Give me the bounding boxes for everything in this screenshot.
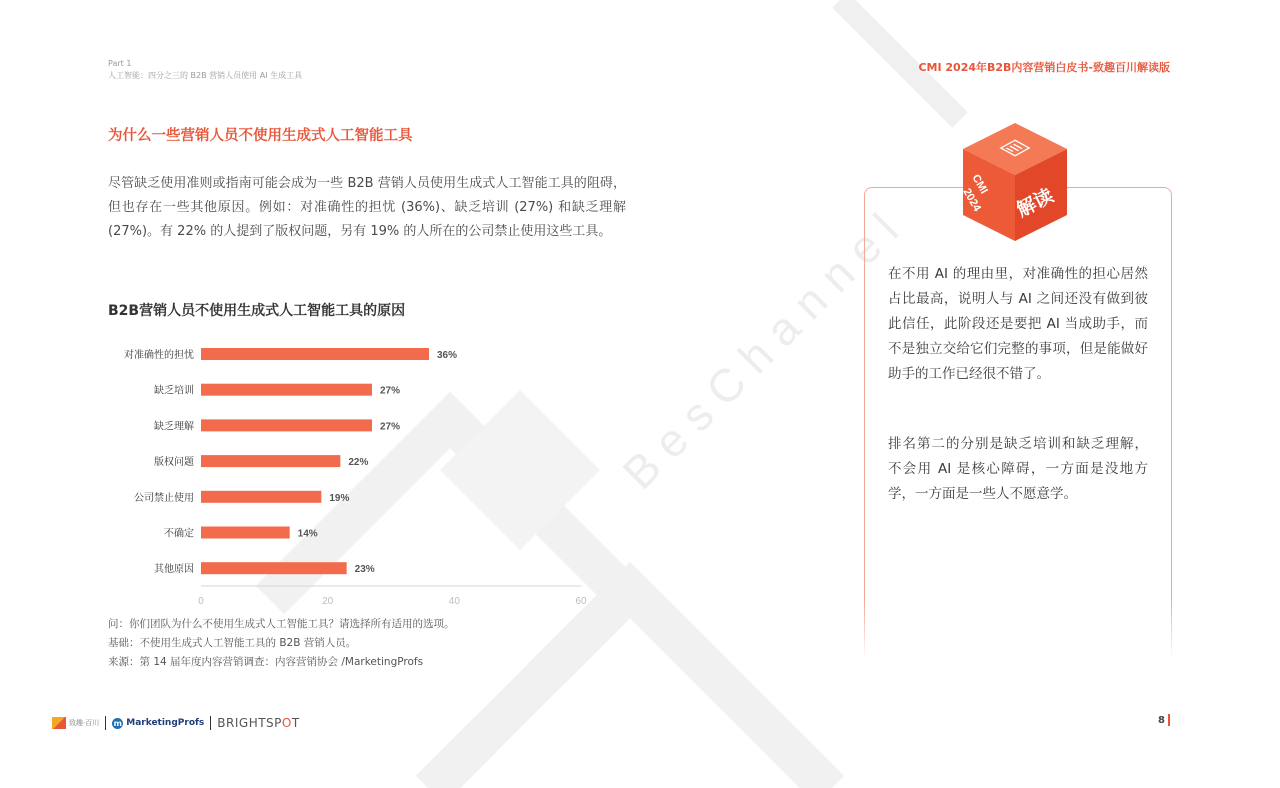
page-number: 8	[1158, 714, 1170, 726]
x-tick-label: 60	[575, 596, 587, 607]
part-subtitle: 人工智能：四分之三的 B2B 营销人员使用 AI 生成工具	[108, 71, 303, 80]
category-label: 缺乏理解	[154, 421, 194, 433]
x-tick-label: 20	[322, 596, 334, 607]
value-label: 23%	[354, 564, 375, 576]
marketingprofs-logo: m MarketingProfs	[113, 718, 205, 728]
badge-text: 解读	[1013, 184, 1058, 222]
chart-title: B2B营销人员不使用生成式人工智能工具的原因	[108, 303, 406, 319]
note-source: 来源：第 14 届年度内容营销调查：内容营销协会 /MarketingProfs	[108, 656, 424, 668]
value-label: 14%	[297, 528, 318, 540]
x-tick-label: 0	[198, 596, 204, 607]
value-label: 19%	[329, 492, 350, 504]
intro-paragraph: 尽管缺乏使用准则或指南可能会成为一些 B2B 营销人员使用生成式人工智能工具的阻碍，但也存在一些其他原因。例如：对准确性的担忧 (36%)、缺乏培训 (27%) 和缺乏理解 (27%)。有 22% 的人提到了版权问题，另有 19% 的人所在的公司禁止使用这些工具。	[108, 176, 626, 239]
section-title: 为什么一些营销人员不使用生成式人工智能工具	[108, 128, 413, 144]
value-label: 22%	[348, 457, 369, 469]
reasons-bar-chart	[100, 336, 600, 608]
badge-cmi: CMI	[969, 172, 990, 196]
value-label: 27%	[380, 385, 401, 397]
insight-panel	[864, 187, 1172, 658]
category-label: 对准确性的担忧	[124, 350, 194, 361]
bar	[201, 562, 347, 574]
category-label: 公司禁止使用	[134, 492, 194, 504]
marketingprofs-mark-icon: m	[113, 718, 122, 728]
category-label: 缺乏培训	[154, 385, 194, 397]
category-label: 版权问题	[154, 457, 194, 469]
bar	[201, 527, 290, 539]
x-tick-label: 40	[448, 596, 460, 607]
insight-paragraph-1: 在不用 AI 的理由里，对准确性的担心居然占比最高，说明人与 AI 之间还没有做到彼此信任，此阶段还是要把 AI 当成助手，而不是独立交给它们完整的事项，但是能做好助手的工作已经很不错了。	[888, 266, 1148, 382]
cmi-2024-badge-cube	[955, 115, 1075, 245]
brightspot-logo: BRIGHTSPOT	[217, 716, 300, 730]
bar	[201, 384, 372, 396]
beschannel-mark-icon	[52, 717, 66, 729]
bar	[201, 419, 372, 431]
beschannel-logo: 致趣·百川	[52, 717, 99, 729]
insight-paragraph-2: 排名第二的分别是缺乏培训和缺乏理解， 不会用 AI 是核心障碍，一方面是没地方学，一方面是一些人不愿意学。	[888, 436, 1148, 502]
value-label: 27%	[380, 421, 401, 433]
bar	[201, 455, 340, 467]
value-label: 36%	[437, 350, 458, 361]
bar	[201, 491, 321, 503]
document-title: CMI 2024年B2B内容营销白皮书-致趣百川解读版	[918, 61, 1170, 74]
svg-text:B e s C h a n n e l: B e s C h a n n e l	[612, 203, 908, 499]
part-label: Part 1	[108, 59, 132, 68]
note-question: 问：你们团队为什么不使用生成式人工智能工具？请选择所有适用的选项。	[108, 618, 455, 630]
note-base: 基础：不使用生成式人工智能工具的 B2B 营销人员。	[108, 637, 357, 649]
bar	[201, 348, 429, 360]
category-label: 其他原因	[154, 564, 194, 576]
footer-logos	[52, 713, 300, 733]
category-label: 不确定	[164, 528, 194, 540]
badge-year: 2024	[960, 186, 984, 214]
